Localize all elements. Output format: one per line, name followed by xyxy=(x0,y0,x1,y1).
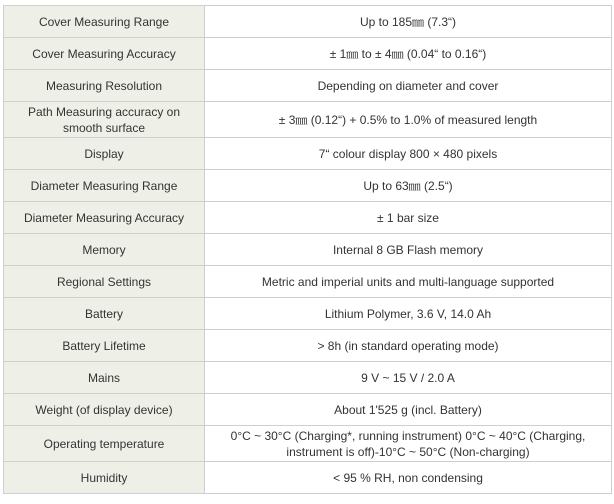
spec-value: > 8h (in standard operating mode) xyxy=(205,330,612,362)
table-row xyxy=(4,202,612,234)
spec-label: Humidity xyxy=(4,462,205,494)
table-row xyxy=(4,362,612,394)
spec-value: Up to 185㎜ (7.3“) xyxy=(205,6,612,38)
spec-value: 0°C ~ 30°C (Charging*, running instrument) 0°C ~ 40°C (Charging, instrument is off)-10°C ~ 50°C (Non-charging) xyxy=(205,426,612,462)
spec-value: ± 1 bar size xyxy=(205,202,612,234)
spec-label: Diameter Measuring Range xyxy=(4,170,205,202)
spec-value: < 95 % RH, non condensing xyxy=(205,462,612,494)
table-row xyxy=(4,102,612,138)
table-row xyxy=(4,394,612,426)
table-row xyxy=(4,38,612,70)
spec-label: Diameter Measuring Accuracy xyxy=(4,202,205,234)
table-row xyxy=(4,6,612,38)
spec-label: Regional Settings xyxy=(4,266,205,298)
spec-value: Metric and imperial units and multi-language supported xyxy=(205,266,612,298)
table-row xyxy=(4,462,612,494)
spec-label: Battery Lifetime xyxy=(4,330,205,362)
specifications-table xyxy=(3,5,612,494)
table-row xyxy=(4,138,612,170)
spec-value: Internal 8 GB Flash memory xyxy=(205,234,612,266)
table-row xyxy=(4,170,612,202)
spec-label: Measuring Resolution xyxy=(4,70,205,102)
table-row xyxy=(4,330,612,362)
spec-value: Depending on diameter and cover xyxy=(205,70,612,102)
spec-value: ± 3㎜ (0.12“) + 0.5% to 1.0% of measured length xyxy=(205,102,612,138)
spec-label: Cover Measuring Range xyxy=(4,6,205,38)
table-row xyxy=(4,70,612,102)
table-row xyxy=(4,234,612,266)
table-row xyxy=(4,426,612,462)
spec-label: Operating temperature xyxy=(4,426,205,462)
spec-label: Battery xyxy=(4,298,205,330)
spec-label: Mains xyxy=(4,362,205,394)
spec-value: Up to 63㎜ (2.5“) xyxy=(205,170,612,202)
spec-value: 9 V ~ 15 V / 2.0 A xyxy=(205,362,612,394)
table-row xyxy=(4,298,612,330)
table-row xyxy=(4,266,612,298)
spec-label: Path Measuring accuracy on smooth surface xyxy=(4,102,205,138)
spec-value: 7“ colour display 800 × 480 pixels xyxy=(205,138,612,170)
spec-value: About 1'525 g (incl. Battery) xyxy=(205,394,612,426)
spec-label: Display xyxy=(4,138,205,170)
spec-label: Cover Measuring Accuracy xyxy=(4,38,205,70)
spec-label: Weight (of display device) xyxy=(4,394,205,426)
spec-value: Lithium Polymer, 3.6 V, 14.0 Ah xyxy=(205,298,612,330)
spec-value: ± 1㎜ to ± 4㎜ (0.04“ to 0.16“) xyxy=(205,38,612,70)
spec-label: Memory xyxy=(4,234,205,266)
